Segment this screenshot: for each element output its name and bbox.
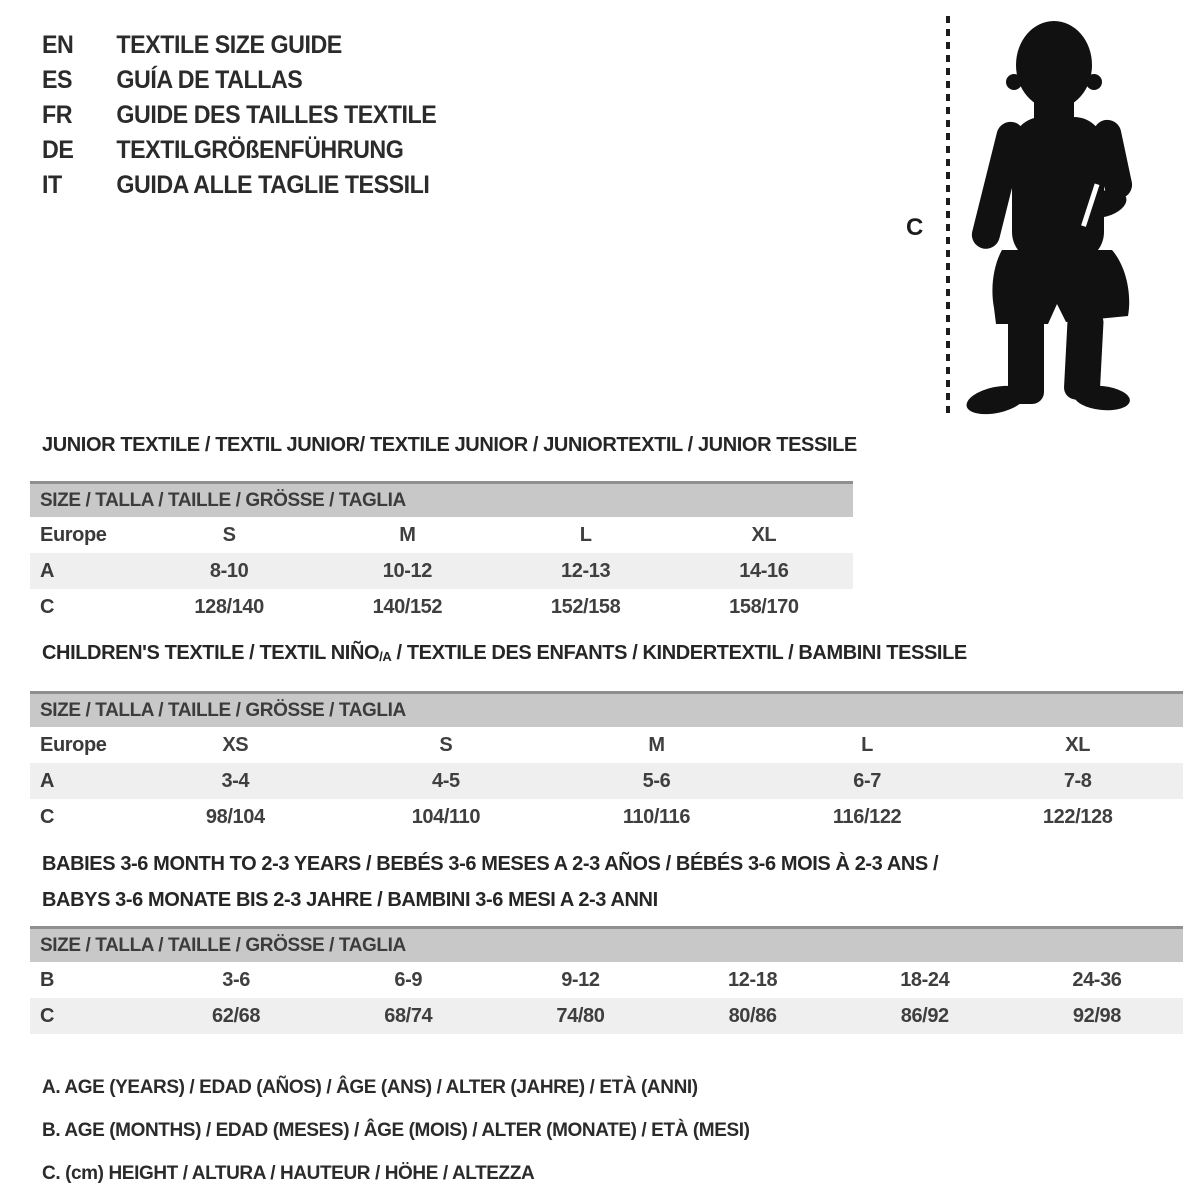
language-title: TEXTILGRÖßENFÜHRUNG <box>116 136 404 164</box>
row-label: C <box>40 1004 55 1027</box>
value-cell: 116/122 <box>832 805 902 828</box>
size-header-bar <box>30 926 1183 962</box>
babies-section-heading <box>42 846 938 918</box>
baby-silhouette-icon <box>960 12 1142 422</box>
babies-heading-line2: BABYS 3-6 MONATE BIS 2-3 JAHRE / BAMBINI 3-6 MESI A 2-3 ANNI <box>42 889 658 911</box>
language-row <box>42 133 436 168</box>
table-row-sizes <box>30 727 1183 763</box>
size-cell: M <box>648 733 665 756</box>
size-cell: XL <box>1065 733 1091 756</box>
value-cell: 3-4 <box>221 769 250 792</box>
value-cell: 128/140 <box>194 595 264 618</box>
value-cell: 10-12 <box>382 559 432 582</box>
table-row-months <box>30 962 1183 998</box>
children-heading-text: CHILDREN'S TEXTILE / TEXTIL NIÑO <box>42 642 380 664</box>
size-header-label: SIZE / TALLA / TAILLE / GRÖSSE / TAGLIA <box>40 699 406 721</box>
language-row <box>42 63 436 98</box>
legend-line-a: A. AGE (YEARS) / EDAD (AÑOS) / ÂGE (ANS) / ALTER (JAHRE) / ETÀ (ANNI) <box>42 1077 698 1098</box>
language-row <box>42 98 436 133</box>
value-cell: 74/80 <box>556 1004 605 1027</box>
children-size-table <box>30 691 1183 835</box>
size-cell: XS <box>222 733 249 756</box>
value-cell: 6-7 <box>853 769 881 792</box>
size-cell: S <box>439 733 453 756</box>
value-cell: 14-16 <box>739 559 789 582</box>
language-title: GUIDA ALLE TAGLIE TESSILI <box>116 171 430 199</box>
table-row-sizes <box>30 517 853 553</box>
value-cell: 12-18 <box>728 968 778 991</box>
value-cell: 122/128 <box>1042 805 1113 828</box>
children-heading-sub: /A <box>379 649 392 664</box>
row-label: C <box>40 805 55 828</box>
legend-block <box>42 1066 750 1195</box>
value-cell: 12-13 <box>561 559 611 582</box>
size-cell: L <box>861 733 873 756</box>
value-cell: 98/104 <box>205 805 265 828</box>
value-cell: 7-8 <box>1063 769 1092 792</box>
value-cell: 92/98 <box>1072 1004 1121 1027</box>
value-cell: 3-6 <box>222 968 250 991</box>
value-cell: 8-10 <box>209 559 249 582</box>
language-code: DE <box>42 136 74 164</box>
language-title-block <box>42 28 436 203</box>
children-section-heading <box>42 642 967 665</box>
size-cell: XL <box>751 523 777 546</box>
size-cell: M <box>399 523 416 546</box>
value-cell: 104/110 <box>411 805 481 828</box>
row-label: B <box>40 968 55 991</box>
region-label: Europe <box>40 523 107 546</box>
region-label: Europe <box>40 733 107 756</box>
table-row-height <box>30 998 1183 1034</box>
children-heading-text: / TEXTILE DES ENFANTS / KINDERTEXTIL / BAMBINI TESSILE <box>391 642 967 664</box>
table-row-age <box>30 553 853 589</box>
value-cell: 5-6 <box>642 769 671 792</box>
value-cell: 80/86 <box>728 1004 777 1027</box>
language-code: EN <box>42 31 74 59</box>
size-cell: L <box>579 523 592 546</box>
value-cell: 158/170 <box>729 595 799 618</box>
table-row-height <box>30 589 853 625</box>
junior-section-heading: JUNIOR TEXTILE / TEXTIL JUNIOR/ TEXTILE JUNIOR / JUNIORTEXTIL / JUNIOR TESSILE <box>42 434 857 456</box>
language-code: ES <box>42 66 73 94</box>
row-label: A <box>40 769 55 792</box>
value-cell: 4-5 <box>432 769 460 792</box>
value-cell: 140/152 <box>372 595 443 618</box>
row-label: A <box>40 559 55 582</box>
language-row <box>42 168 436 203</box>
height-measure-label: C <box>906 214 924 241</box>
babies-heading-line1: BABIES 3-6 MONTH TO 2-3 YEARS / BEBÉS 3-6 MESES A 2-3 AÑOS / BÉBÉS 3-6 MOIS À 2-3 ANS / <box>42 853 939 875</box>
language-title: GUÍA DE TALLAS <box>116 66 303 94</box>
value-cell: 86/92 <box>900 1004 949 1027</box>
table-row-age <box>30 763 1183 799</box>
size-header-label: SIZE / TALLA / TAILLE / GRÖSSE / TAGLIA <box>40 489 406 511</box>
value-cell: 152/158 <box>550 595 621 618</box>
language-title: GUIDE DES TAILLES TEXTILE <box>116 101 437 129</box>
height-measure-line <box>946 16 950 416</box>
language-code: FR <box>42 101 73 129</box>
legend-line-b: B. AGE (MONTHS) / EDAD (MESES) / ÂGE (MOIS) / ALTER (MONATE) / ETÀ (MESI) <box>42 1120 750 1141</box>
value-cell: 68/74 <box>384 1004 433 1027</box>
value-cell: 18-24 <box>900 968 950 991</box>
value-cell: 24-36 <box>1072 968 1122 991</box>
language-code: IT <box>42 171 62 199</box>
table-row-height <box>30 799 1183 835</box>
language-title: TEXTILE SIZE GUIDE <box>116 31 342 59</box>
language-row <box>42 28 436 63</box>
value-cell: 110/116 <box>622 805 691 828</box>
size-cell: S <box>222 523 236 546</box>
size-header-label: SIZE / TALLA / TAILLE / GRÖSSE / TAGLIA <box>40 934 406 956</box>
size-header-bar <box>30 691 1183 727</box>
row-label: C <box>40 595 55 618</box>
legend-line-c: C. (cm) HEIGHT / ALTURA / HAUTEUR / HÖHE / ALTEZZA <box>42 1163 535 1184</box>
value-cell: 9-12 <box>561 968 600 991</box>
size-header-bar <box>30 481 853 517</box>
babies-size-table <box>30 926 1183 1034</box>
value-cell: 6-9 <box>394 968 423 991</box>
value-cell: 62/68 <box>212 1004 261 1027</box>
junior-size-table <box>30 481 853 625</box>
